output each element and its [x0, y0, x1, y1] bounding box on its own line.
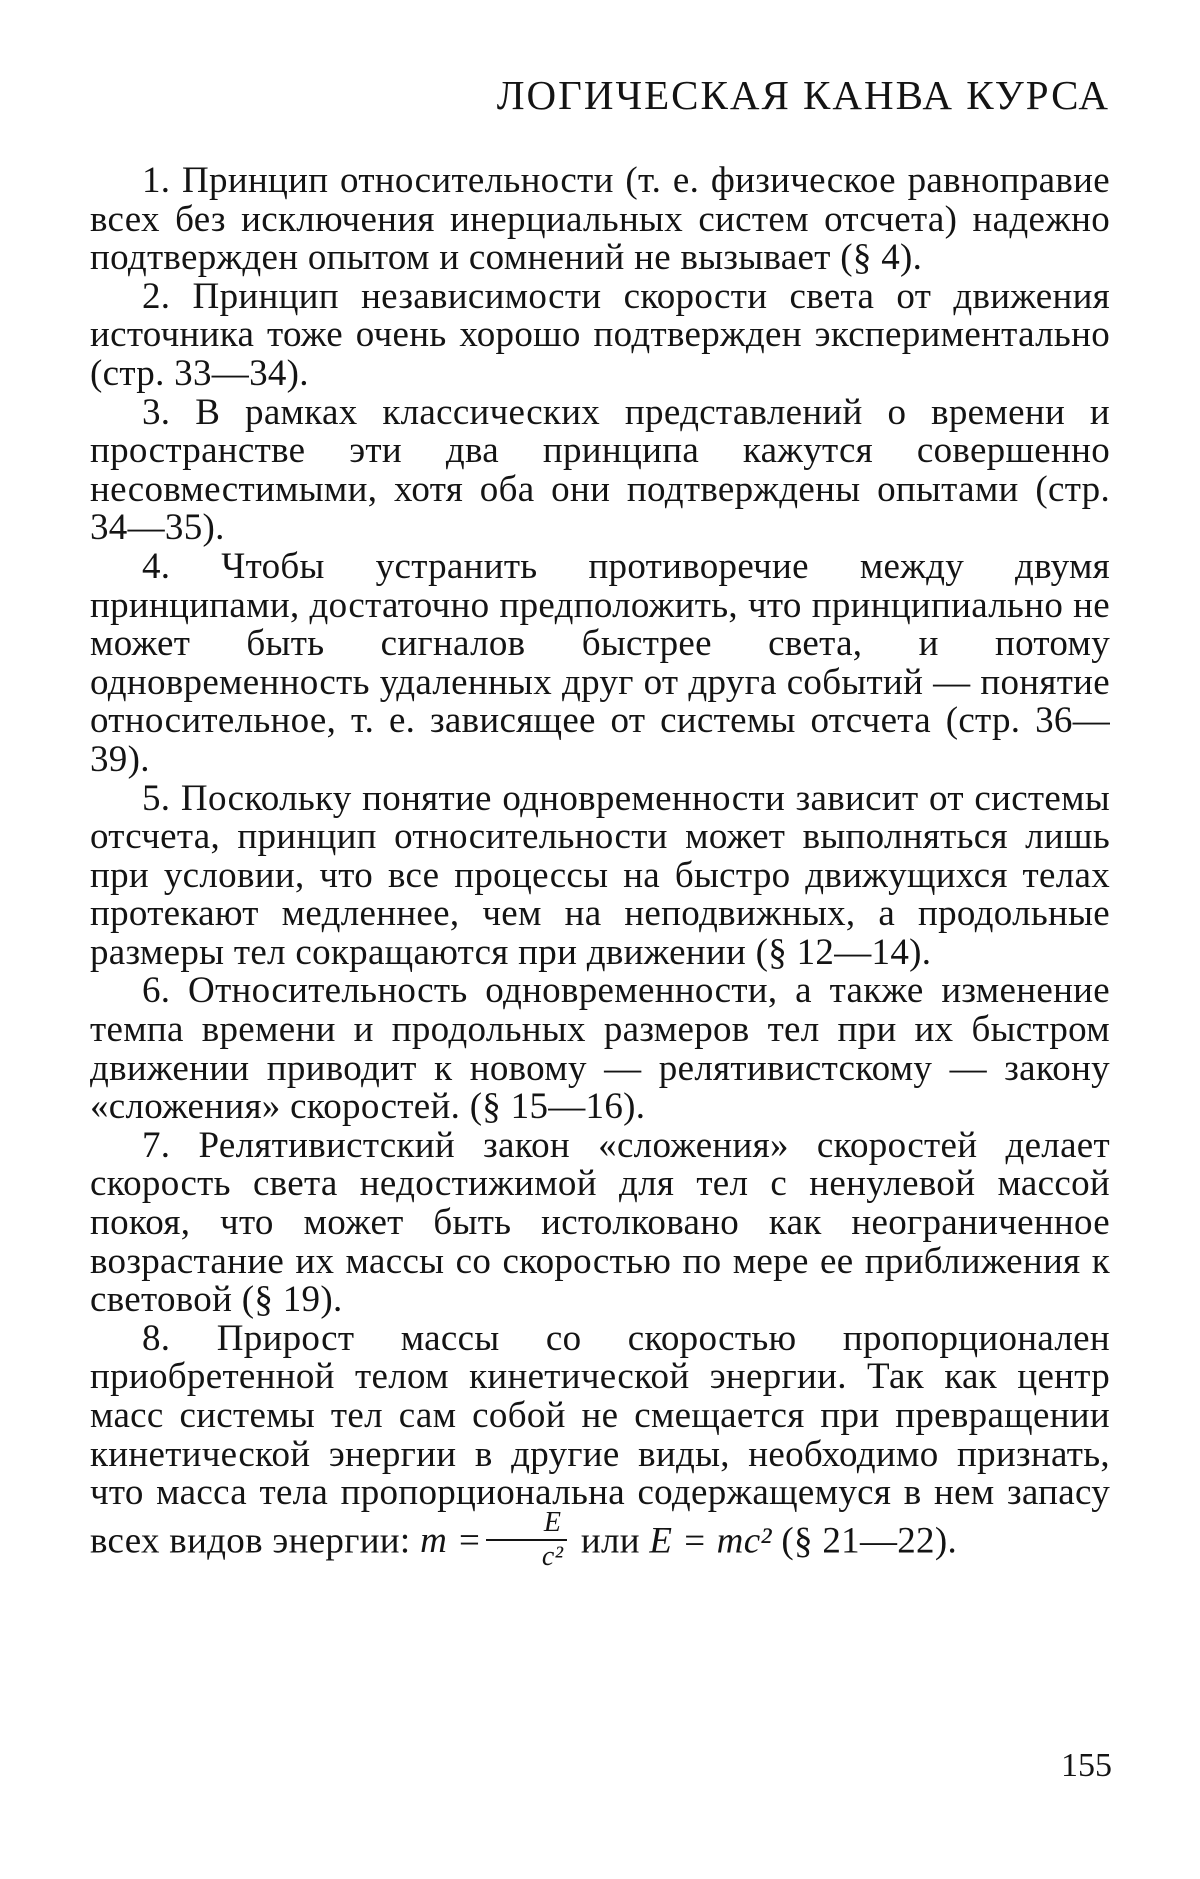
- item-5: 5. Поскольку понятие одновременности зависит от системы отсчета, принцип относительности может выполняться лишь при условии, что все процессы на быстро движущихся телах протекают медленнее, чем на неподвижных, а продольные размеры тел сокращаются при движении (§ 12—14).: [90, 777, 1110, 973]
- item-2: 2. Принцип независимости скорости света от движения источника тоже очень хорошо подтвержден экспериментально (стр. 33—34).: [90, 275, 1110, 394]
- item-3: 3. В рамках классических представлений о времени и пространстве эти два принципа кажутся совершенно несовместимыми, хотя оба они подтверждены опытами (стр. 34—35).: [90, 391, 1110, 549]
- item-7: 7. Релятивистский закон «сложения» скоростей делает скорость света недостижимой для тел с ненулевой массой покоя, что может быть истолковано как неограниченное возрастание их массы со скоростью по мере ее приближения к световой (§ 19).: [90, 1124, 1110, 1321]
- page-number: 155: [1061, 1747, 1112, 1784]
- item-6: 6. Относительность одновременности, а также изменение темпа времени и продольных размеров тел при их быстром движении приводит к новому — релятивистскому — закону «сложения» скоростей. (§ 15—16).: [90, 970, 1110, 1128]
- formula-connector: или: [580, 1520, 640, 1562]
- mass-energy-formula: [420, 1506, 571, 1572]
- item-4: 4. Чтобы устранить противоречие между двумя принципами, достаточно предположить, что принципиально не может быть сигналов быстрее света, и потому одновременность удаленных друг от друга событий — понятие относительное, т. е. зависящее от системы отсчета (стр. 36—39).: [90, 545, 1110, 780]
- fraction-denominator: c²: [541, 1540, 564, 1572]
- item-8-reference: (§ 21—22).: [781, 1520, 958, 1562]
- item-1: 1. Принцип относительности (т. е. физическое равноправие всех без исключения инерциальных систем отсчета) надежно подтвержден опытом и сомнений не вызывает (§ 4).: [90, 160, 1110, 279]
- energy-fraction: [486, 1506, 567, 1572]
- einstein-formula: E = mc²: [649, 1520, 772, 1562]
- item-8-text: 8. Прирост массы со скоростью пропорционален приобретенной телом кинетической энергии. Так как центр масс системы тел сам собой не смещается при превращении кинетической энергии в другие виды, необходимо признать, что масса тела пропорциональна содержащемуся в нем запасу всех видов энергии:: [90, 1317, 1110, 1562]
- fraction-numerator: E: [486, 1509, 567, 1541]
- item-8: [90, 1317, 1110, 1575]
- page: [90, 70, 1110, 1575]
- formula-lhs: m =: [420, 1520, 482, 1562]
- running-head: ЛОГИЧЕСКАЯ КАНВА КУРСА: [496, 72, 1110, 118]
